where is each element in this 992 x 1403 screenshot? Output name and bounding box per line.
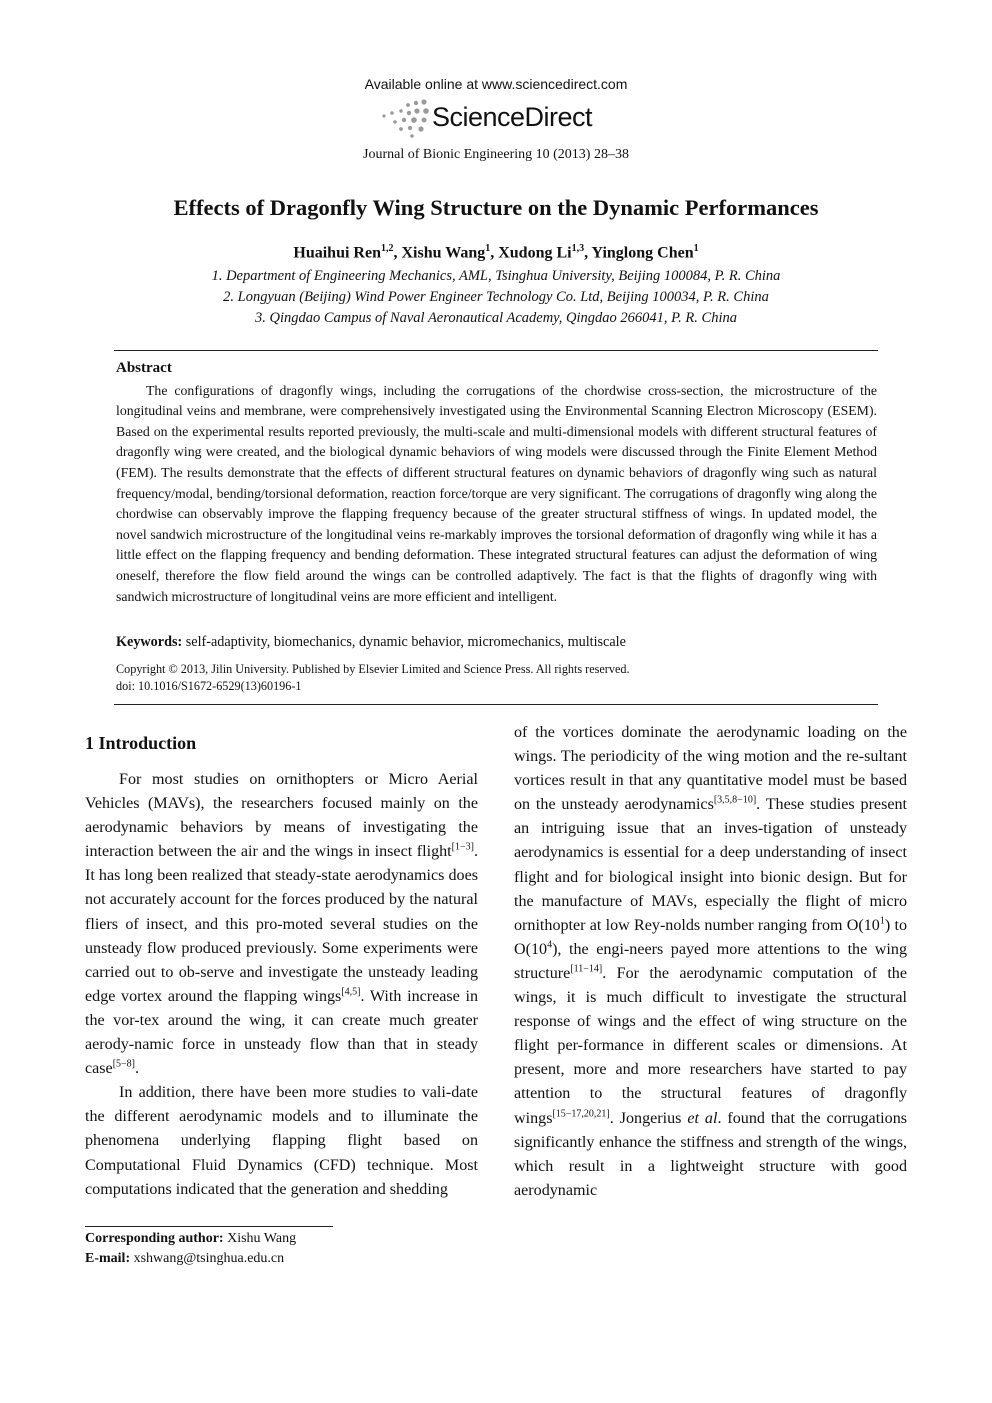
author-affiliation-mark: 1: [485, 243, 491, 254]
email-address: xshwang@tsinghua.edu.cn: [133, 1251, 285, 1266]
author-affiliation-mark: 1,3: [571, 243, 585, 254]
author-name: Xishu Wang: [401, 244, 486, 262]
body-column-left: [85, 768, 478, 1202]
exponent: 4: [547, 939, 553, 951]
author-name: Xudong Li: [498, 244, 572, 262]
citation: [5−8]: [112, 1058, 136, 1070]
author-name: Yinglong Chen: [591, 244, 694, 262]
copyright-block: [116, 661, 630, 695]
sciencedirect-dots-icon: [380, 98, 432, 138]
footnote-rule: [85, 1226, 333, 1227]
available-online-text: Available online at www.sciencedirect.com: [364, 76, 628, 92]
copyright-text: Copyright © 2013, Jilin University. Published by Elsevier Limited and Science Press. All rights reserved.: [116, 662, 630, 676]
body-paragraph: In addition, there have been more studies to vali-date the different aerodynamic models and to illuminate the phenomena underlying flapping flight based on Computational Fluid Dynamics (CFD) technique. Most computations indicated that the generation and shedding: [85, 1084, 478, 1198]
email-label: E-mail:: [85, 1251, 131, 1266]
corresponding-author-label: Corresponding author:: [85, 1231, 224, 1246]
author-list: Huaihui Ren$^{1,2}$, Xishu Wang$^1$, Xudong Li$^{1,3}$, Yinglong Chen$^1$: [293, 243, 699, 262]
body-column-right: [514, 721, 907, 1203]
abstract-bottom-rule: [114, 704, 878, 705]
affiliation-1: 1. Department of Engineering Mechanics, AML, Tsinghua University, Beijing 100084, P. R. China: [211, 268, 781, 284]
citation: [1−3]: [451, 841, 474, 853]
abstract-text: The configurations of dragonfly wings, including the corrugations of the chordwise cross-section, the microstructure of the longitudinal veins and membrane, were comprehensively investigated using the Environmental Scanning Electron Microscopy (ESEM). Based on the experimental results reported previously, the multi-scale and multi-dimensional models with different structural features of dragonfly wing were created, and the biological dynamic behaviors of wing models were discussed through the Finite Element Method (FEM). The results demonstrate that the effects of different structural features on dynamic behaviors of dragonfly wing such as natural frequency/modal, bending/torsional deformation, reaction force/torque are very significant. The corrugations of dragonfly wing along the chordwise can observably improve the flapping frequency because of the greater structural stiffness of wings. In updated model, the novel sandwich microstructure of the longitudinal veins re-markably improves the torsional deformation of dragonfly wing while it has a little effect on the flapping frequency and bending deformation. These integrated structural features can adjust the deformation of wing oneself, therefore the flow field around the wings can be controlled adaptively. The fact is that the flights of dragonfly wing with sandwich microstructure of longitudinal veins are more efficient and intelligent.: [116, 382, 877, 604]
author-affiliation-mark: 1,2: [380, 243, 394, 254]
journal-citation: Journal of Bionic Engineering 10 (2013) 28–38: [363, 147, 629, 162]
author-affiliation-mark: 1: [693, 243, 699, 254]
section-heading: 1 Introduction: [85, 733, 197, 753]
author-name: Huaihui Ren: [293, 244, 381, 262]
abstract-heading: Abstract: [116, 360, 172, 376]
exponent: 1: [879, 915, 885, 927]
abstract-block: [116, 358, 877, 607]
sciencedirect-wordmark: ScienceDirect: [432, 102, 593, 132]
corresponding-author: Xishu Wang: [227, 1231, 297, 1246]
keywords-value: self-adaptivity, biomechanics, dynamic behavior, micromechanics, multiscale: [185, 634, 626, 650]
affiliation-2: 2. Longyuan (Beijing) Wind Power Engineer Technology Co. Ltd, Beijing 100034, P. R. China: [223, 289, 769, 305]
keywords-line: [116, 634, 626, 651]
abstract-top-rule: [114, 350, 878, 351]
keywords-label: Keywords:: [116, 634, 183, 650]
citation: [4,5]: [341, 986, 361, 998]
sciencedirect-logo: [380, 98, 620, 138]
citation: [3,5,8−10]: [713, 794, 757, 806]
doi-text: doi: 10.1016/S1672-6529(13)60196-1: [116, 679, 302, 693]
citation: [15−17,20,21]: [552, 1108, 610, 1120]
paper-title: Effects of Dragonfly Wing Structure on the Dynamic Performances: [173, 195, 819, 220]
body-paragraph: of the vortices dominate the aerodynamic loading on the wings. The periodicity of the wing motion and the re-sultant vortices result in that any quantitative model must be based on the unsteady aerodynamics[3,5,8−10]. These studies present an intriguing issue that an inves-tigation of unsteady aerodynamics is essential for a deep understanding of insect flight and for biological insight into bionic design. But for the manufacture of MAVs, especially the flight of micro ornithopter at low Rey-nolds number ranging from $O(10^1)$ to $O(10^4)$, the engi-neers payed more attentions to the wing structure[11−14]. For the aerodynamic computation of the wings, it is much difficult to investigate the structural response of wings and the effect of wing structure on the flight per-formance in different scales or dimensions. At present, more and more researchers have started to pay attention to the structural features of dragonfly wings[15−17,20,21]. Jongerius et al. found that the corrugations significantly enhance the stiffness and strength of the wings, which result in a lightweight structure with good aerodynamic: [514, 724, 908, 1199]
affiliation-3: 3. Qingdao Campus of Naval Aeronautical Academy, Qingdao 266041, P. R. China: [255, 310, 737, 326]
body-paragraph: For most studies on ornithopters or Micro Aerial Vehicles (MAVs), the researchers focused mainly on the aerodynamic behaviors by means of investigating the interaction between the air and the wings in insect flight[1−3]. It has long been realized that steady-state aerodynamics does not accurately account for the forces produced by the natural fliers of insect, and this pro-moted several studies on the unsteady flow produced previously. Some experiments were carried out to ob-serve and investigate the unsteady leading edge vortex around the flapping wings[4,5]. With increase in the vor-tex around the wing, it can create much greater aerody-namic force in unsteady flow than that in steady case[5−8].: [85, 771, 479, 1078]
footnote-block: [85, 1229, 296, 1269]
citation: [11−14]: [570, 963, 603, 975]
